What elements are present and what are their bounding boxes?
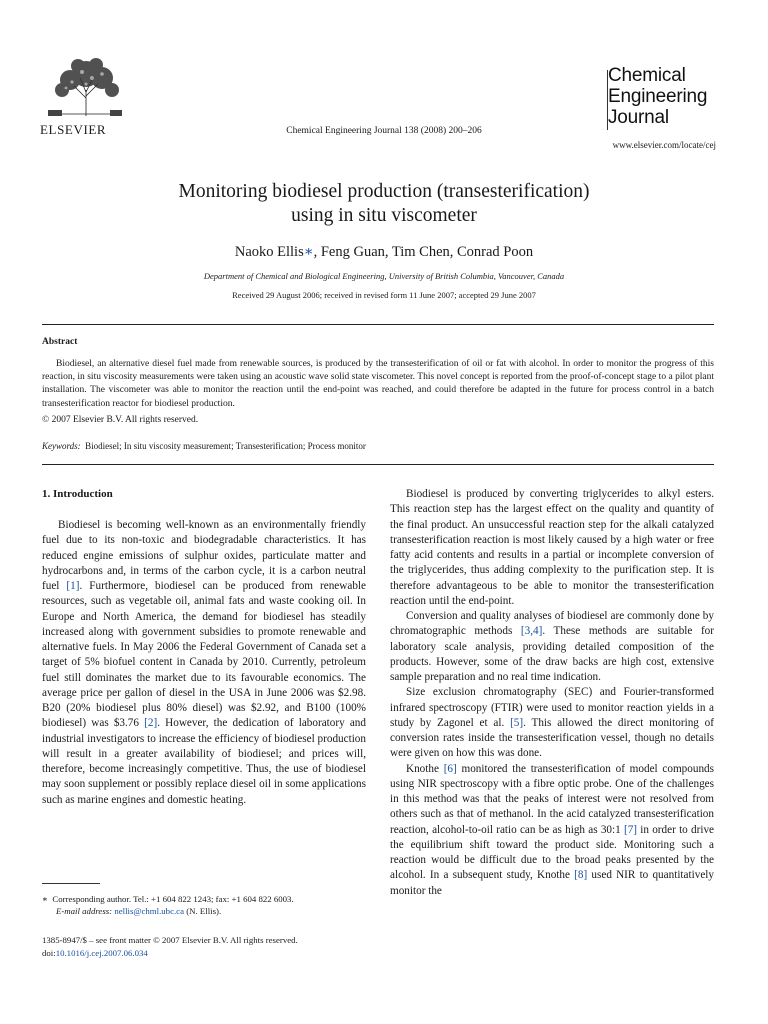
affiliation: Department of Chemical and Biological Engineering, University of British Columbia, Vancouver, Canada xyxy=(203,271,565,281)
email-suffix: (N. Ellis). xyxy=(184,906,222,916)
footnote xyxy=(42,893,294,917)
citation-link[interactable]: [3,4] xyxy=(520,625,543,638)
footnote-rule xyxy=(42,883,100,884)
citation-link[interactable]: [7] xyxy=(623,823,638,836)
doi-line xyxy=(42,947,298,960)
email-label: E-mail address: xyxy=(56,906,113,916)
article-title xyxy=(0,180,768,228)
citation-link[interactable]: [6] xyxy=(443,762,457,775)
corresponding-mark[interactable]: ∗ xyxy=(303,244,314,260)
paragraph: Biodiesel is produced by converting triglycerides to alkyl esters. This reaction step has the largest effect on the quality and quantity of the final product. An unsuccessful reaction step for the alkali catalyzed transesterification reaction is most likely caused by a high water or free fatty acid contents and results in a partial or incomplete conversion of the triglycerides, thus adding complexity to the purification step. It is therefore advantageous to be able to monitor the transesterification reaction until the end-point. xyxy=(390,488,714,607)
paragraph xyxy=(390,609,714,685)
front-matter xyxy=(42,934,298,960)
citation-link[interactable]: [2] xyxy=(144,717,158,730)
copyright: © 2007 Elsevier B.V. All rights reserved. xyxy=(42,415,199,425)
citation-link[interactable]: [5] xyxy=(510,716,524,729)
keywords-list: Biodiesel; In situ viscosity measurement; Transesterification; Process monitor xyxy=(85,441,366,451)
citation-link[interactable]: [1] xyxy=(66,580,80,592)
journal-brand xyxy=(608,65,707,128)
citation-link[interactable]: [8] xyxy=(574,869,588,882)
publisher-name: ELSEVIER xyxy=(40,122,107,137)
footnote-line xyxy=(42,893,294,905)
keywords xyxy=(42,441,366,451)
keywords-label: Keywords: xyxy=(42,441,81,451)
abstract-heading: Abstract xyxy=(42,337,78,347)
intro-paragraph xyxy=(42,518,366,808)
brand-line-2: Engineering xyxy=(608,86,708,107)
journal-url[interactable]: www.elsevier.com/locate/cej xyxy=(612,140,716,150)
section-heading: 1. Introduction xyxy=(42,488,113,500)
issn-line: 1385-8947/$ – see front matter © 2007 Elsevier B.V. All rights reserved. xyxy=(42,935,298,945)
text: in order to drive the equilibrium shift toward the product side. Monitoring such a reaction would be difficult due to the broad peaks presented by the alcohol. In a subsequent study, Knothe xyxy=(390,823,715,882)
email-line xyxy=(42,905,294,917)
title-line-2: using in situ viscometer xyxy=(291,205,477,226)
text: used NIR to quantitatively monitor the xyxy=(390,869,714,897)
title-line-1: Monitoring biodiesel production (transesterification) xyxy=(178,181,590,202)
email-link[interactable]: nellis@chml.ubc.ca xyxy=(114,906,184,916)
journal-reference: Chemical Engineering Journal 138 (2008) 200–206 xyxy=(286,126,482,136)
left-column xyxy=(42,518,366,808)
text: Size exclusion chromatography (SEC) and Fourier-transformed infrared spectroscopy (FTIR) were used to monitor reaction yields in a study by Zagonel et al. xyxy=(390,686,714,729)
author-first: Naoko Ellis xyxy=(234,244,304,260)
footnote-text: Corresponding author. Tel.: +1 604 822 1243; fax: +1 604 822 6003. xyxy=(52,894,294,904)
right-column xyxy=(390,487,714,899)
footnote-mark: ∗ xyxy=(42,894,48,904)
text: . These methods are suitable for laboratory scale analysis, providing detailed composition of the products. However, some of the draw backs are high cost, extensive sample preparation and no real time indication. xyxy=(390,625,714,683)
text: Conversion and quality analyses of biodiesel are commonly done by chromatographic methods xyxy=(390,610,714,638)
text: Knothe xyxy=(406,762,444,775)
top-rule xyxy=(42,324,714,325)
text: monitored the transesterification of model compounds using NIR spectroscopy with a fibre optic probe. One of the challenges in this method was that the peaks of interest were not resolved from others such as that of methanol. In the acid catalyzed transesterification reaction, alcohol-to-oil ratio can be as high as 30:1 xyxy=(390,762,714,836)
abstract-rule xyxy=(42,464,714,465)
text: . This allowed the direct monitoring of conversion rates inside the transesterification vessel, though no details were given on how this was done. xyxy=(390,716,715,760)
authors-rest: , Feng Guan, Tim Chen, Conrad Poon xyxy=(313,244,534,260)
abstract-text: Biodiesel, an alternative diesel fuel made from renewable sources, is produced by the transesterification of oil or fat with alcohol. In order to monitor the progress of this reaction, in situ viscosity measurements were taken using an acoustic wave solid state viscometer. This novel concept is reported from the proof-of-concept stage to a pilot plant installation. The viscometer was able to monitor the reaction until the end-point was reached, and could therefore be adapted in the future for process control in a batch transesterification reactor for biodiesel production. xyxy=(42,359,714,409)
doi-link[interactable]: 10.1016/j.cej.2007.06.034 xyxy=(55,948,148,958)
intro-text-b: . Furthermore, biodiesel can be produced from renewable resources, such as vegetable oil, animal fats and waste cooking oil. In Europe and North America, the demand for biodiesel has steadily increased along with government subsidies to promote renewable and alternative fuels. In May 2006 the Federal Government of Canada set a target of 5% biofuel content in Canada by 2010. Currently, petroleum fuel still dominates the market due to its favourable economics. The average price per gallon of diesel in the USA in June 2006 was $2.98. B20 (20% biodiesel plus 80% diesel) was $2.92, and B100 (100% biodiesel) was $3.76 xyxy=(42,580,366,730)
paragraph xyxy=(390,762,714,899)
intro-text-a: Biodiesel is becoming well-known as an environmentally friendly fuel due to its non-toxic and biodegradable characteristics. It has reduced engine emissions of sulphur oxides, particulate matter and hydrocarbons and, in terms of the carbon cycle, it is a carbon neutral fuel xyxy=(42,519,366,592)
paragraph xyxy=(390,685,714,761)
authors xyxy=(0,244,768,261)
intro-text-c: . However, the dedication of laboratory and industrial investigators to increase the efficiency of biodiesel production will result in a greater availability of biodiesel; and prices will, therefore, become increasingly competitive. Thus, the use of biodiesel may soon supplement or possibly replace diesel oil in some applications such as marine engines and domestic heating. xyxy=(42,717,366,806)
article-dates: Received 29 August 2006; received in revised form 11 June 2007; accepted 29 June 2007 xyxy=(232,290,536,300)
brand-line-3: Journal xyxy=(608,107,669,128)
doi-label: doi: xyxy=(42,948,56,958)
brand-line-1: Chemical xyxy=(608,65,686,86)
